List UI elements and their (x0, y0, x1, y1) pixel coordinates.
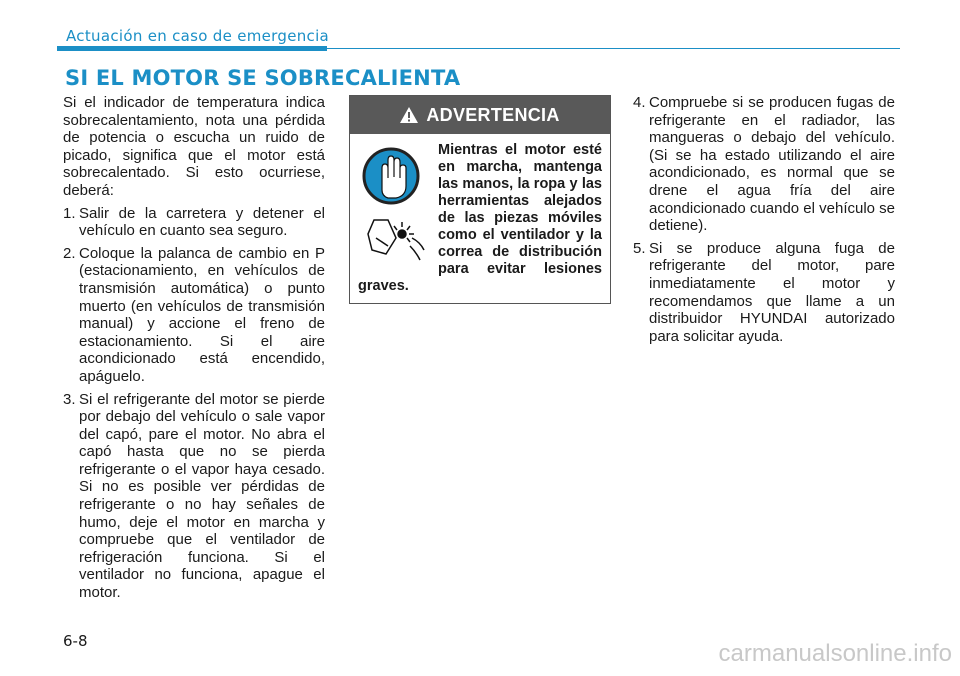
step-number: 4. (633, 94, 646, 111)
step-text: Coloque la palanca de cambio en P (estacionamiento, en vehículos de transmisión automática) o punto muerto (en vehículos de transmisión manual) y accione el freno de estacionamiento. Si el aire acondicionado está encendido, apáguelo. (79, 244, 325, 385)
list-item (633, 94, 895, 235)
hand-stop-icon (358, 142, 428, 264)
right-column (633, 94, 895, 350)
warning-triangle-icon (400, 107, 418, 123)
step-text: Compruebe si se producen fugas de refrigerante en el radiador, las mangueras o debajo del vehículo. (Si se ha estado utilizando el aire acondicionado, es normal que se drene el agua fría del aire acondicionado cuando el vehículo se detiene). (649, 94, 896, 235)
watermark: carmanualsonline.info (718, 640, 952, 667)
header-rule-thick (57, 46, 327, 51)
step-text: Si se produce alguna fuga de refrigerante del motor, pare inmediatamente el motor y recomendamos que llame a un distribuidor HYUNDAI autorizado para solicitar ayuda. (649, 239, 895, 345)
warning-title: ADVERTENCIA (426, 104, 560, 125)
page-number: 6-8 (63, 632, 88, 650)
step-text: Si el refrigerante del motor se pierde por debajo del vehículo o sale vapor del capó, pare el motor. No abra el capó hasta que no se pierda refrigerante o el vapor haya cesado. Si no es posible ver pérdidas de refrigerante o no hay señales de humo, deje el motor en marcha y compruebe que el ventilador de refrigeración funciona. Si el ventilador no funciona, apague el motor. (79, 390, 325, 602)
list-item (63, 205, 325, 240)
page-heading: SI EL MOTOR SE SOBRECALIENTA (65, 66, 461, 90)
step-text: Salir de la carretera y detener el vehículo en cuanto sea seguro. (79, 204, 325, 240)
step-number: 3. (63, 390, 76, 408)
list-item (633, 240, 895, 346)
left-column (63, 94, 325, 607)
list-item (63, 245, 325, 386)
section-title: Actuación en caso de emergencia (66, 27, 330, 45)
intro-paragraph: Si el indicador de temperatura indica sobrecalentamiento, nota una pérdida de potencia o escucha un ruido de picado, significa que el motor está sobrecalentado. Si esto ocurriese, deberá: (63, 94, 325, 199)
header-rule-thin (327, 48, 900, 49)
step-number: 5. (633, 239, 646, 257)
warning-header (350, 96, 610, 134)
step-number: 2. (63, 244, 76, 262)
step-number: 1. (63, 204, 76, 222)
warning-text: Mientras el motor esté en marcha, mantenga las manos, la ropa y las herramientas alejados de las piezas móviles como el ventilador y la correa de distribución para evitar lesiones graves. (358, 142, 602, 294)
list-item (63, 391, 325, 602)
warning-box (349, 95, 611, 304)
